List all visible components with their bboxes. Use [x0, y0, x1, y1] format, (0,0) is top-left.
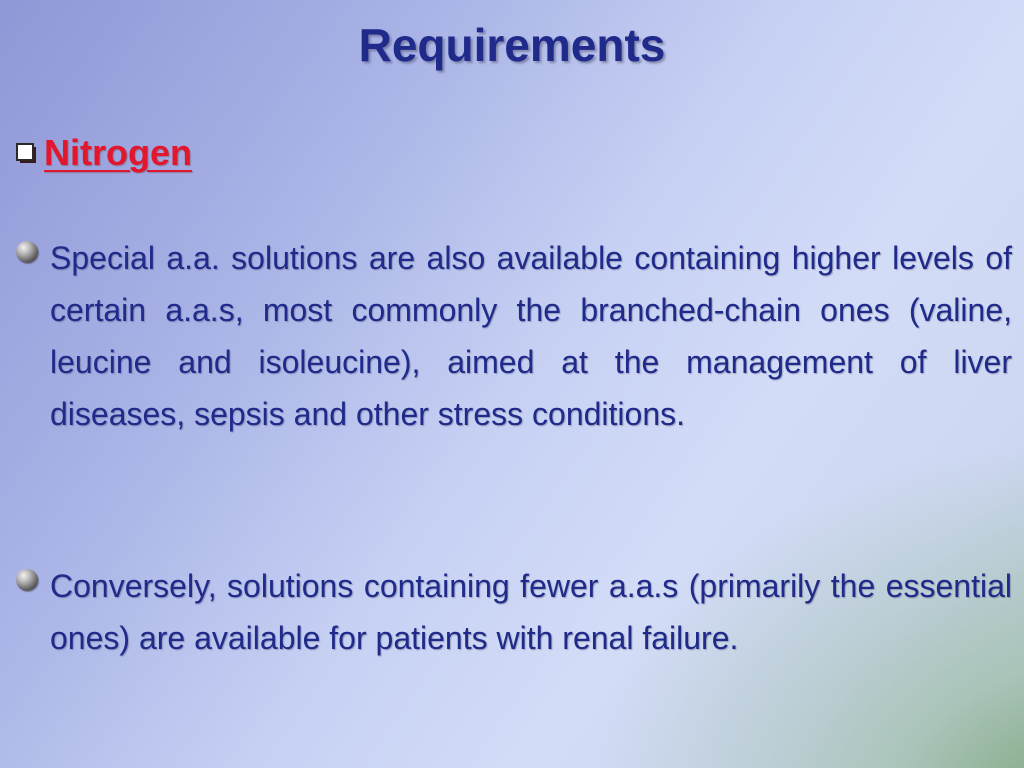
bullet-text: Conversely, solutions containing fewer a.a.s (primarily the essential ones) are available for patients with renal failure. [50, 568, 1012, 656]
checkbox-icon [16, 143, 38, 165]
slide-title: Requirements [358, 19, 666, 71]
sphere-bullet-icon [16, 241, 38, 263]
list-item [16, 560, 1012, 664]
list-item [16, 232, 1012, 440]
bullet-text: Special a.a. solutions are also available containing higher levels of certain a.a.s, most commonly the branched-chain ones (valine, leucine and isoleucine), aimed at the management of liver diseases, sepsis and other stress conditions. [50, 240, 1012, 432]
sphere-bullet-icon [16, 569, 38, 591]
section-heading [16, 132, 192, 174]
section-heading-text: Nitrogen [44, 132, 192, 173]
